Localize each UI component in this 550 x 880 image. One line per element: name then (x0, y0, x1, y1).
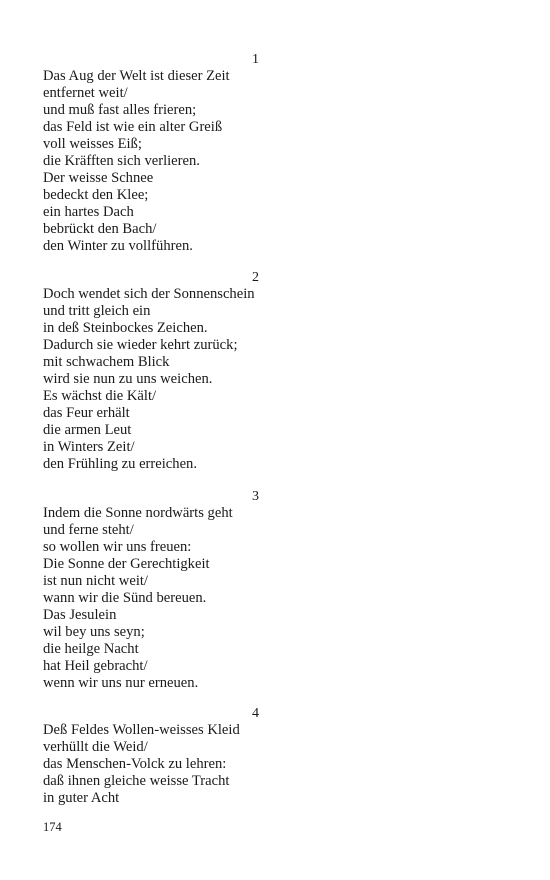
stanza-number: 1 (252, 52, 259, 67)
verse-line: und muß fast alles frieren; (43, 101, 197, 118)
verse-line: ein hartes Dach (43, 203, 134, 220)
verse-line: Die Sonne der Gerechtigkeit (43, 555, 210, 572)
stanza-number: 4 (252, 706, 259, 721)
verse-line: und tritt gleich ein (43, 302, 151, 319)
stanza-lines (43, 722, 240, 807)
verse-line: verhüllt die Weid/ (43, 738, 148, 755)
verse-line: hat Heil gebracht/ (43, 657, 148, 674)
verse-line: das Menschen-Volck zu lehren: (43, 755, 227, 772)
stanza-lines (43, 505, 233, 691)
verse-line: Doch wendet sich der Sonnenschein (43, 286, 255, 302)
verse-line: Indem die Sonne nordwärts geht (43, 505, 233, 521)
stanza-lines (43, 286, 255, 472)
stanza-number: 3 (252, 489, 259, 504)
stanza-number: 2 (252, 270, 259, 285)
verse-line: entfernet weit/ (43, 84, 128, 101)
verse-line: Das Aug der Welt ist dieser Zeit (43, 68, 230, 84)
verse-line: in guter Acht (43, 789, 120, 806)
verse-line: daß ihnen gleiche weisse Tracht (43, 772, 230, 789)
verse-line: und ferne steht/ (43, 521, 134, 538)
verse-line: Der weisse Schnee (43, 169, 154, 186)
verse-line: den Frühling zu erreichen. (43, 455, 197, 472)
verse-line: ist nun nicht weit/ (43, 572, 148, 589)
verse-line: Es wächst die Kält/ (43, 387, 157, 404)
verse-line: voll weisses Eiß; (43, 135, 142, 152)
verse-line: das Feur erhält (43, 404, 130, 421)
verse-line: wil bey uns seyn; (43, 623, 145, 640)
verse-line: Deß Feldes Wollen-weisses Kleid (43, 722, 240, 738)
stanza-lines (43, 68, 230, 254)
verse-line: wenn wir uns nur erneuen. (43, 674, 199, 691)
verse-line: Dadurch sie wieder kehrt zurück; (43, 336, 238, 353)
verse-line: bebrückt den Bach/ (43, 220, 157, 237)
verse-line: mit schwachem Blick (43, 353, 170, 370)
page-number: 174 (43, 820, 62, 834)
verse-line: so wollen wir uns freuen: (43, 538, 192, 555)
verse-line: bedeckt den Klee; (43, 186, 149, 203)
verse-line: die heilge Nacht (43, 640, 139, 657)
verse-line: wann wir die Sünd bereuen. (43, 589, 207, 606)
verse-line: wird sie nun zu uns weichen. (43, 370, 213, 387)
verse-line: in Winters Zeit/ (43, 438, 135, 455)
verse-line: den Winter zu vollführen. (43, 237, 193, 254)
verse-line: in deß Steinbockes Zeichen. (43, 319, 208, 336)
verse-line: die Kräfften sich verlieren. (43, 152, 200, 169)
verse-line: das Feld ist wie ein alter Greiß (43, 118, 223, 135)
verse-line: Das Jesulein (43, 606, 117, 623)
verse-line: die armen Leut (43, 421, 132, 438)
